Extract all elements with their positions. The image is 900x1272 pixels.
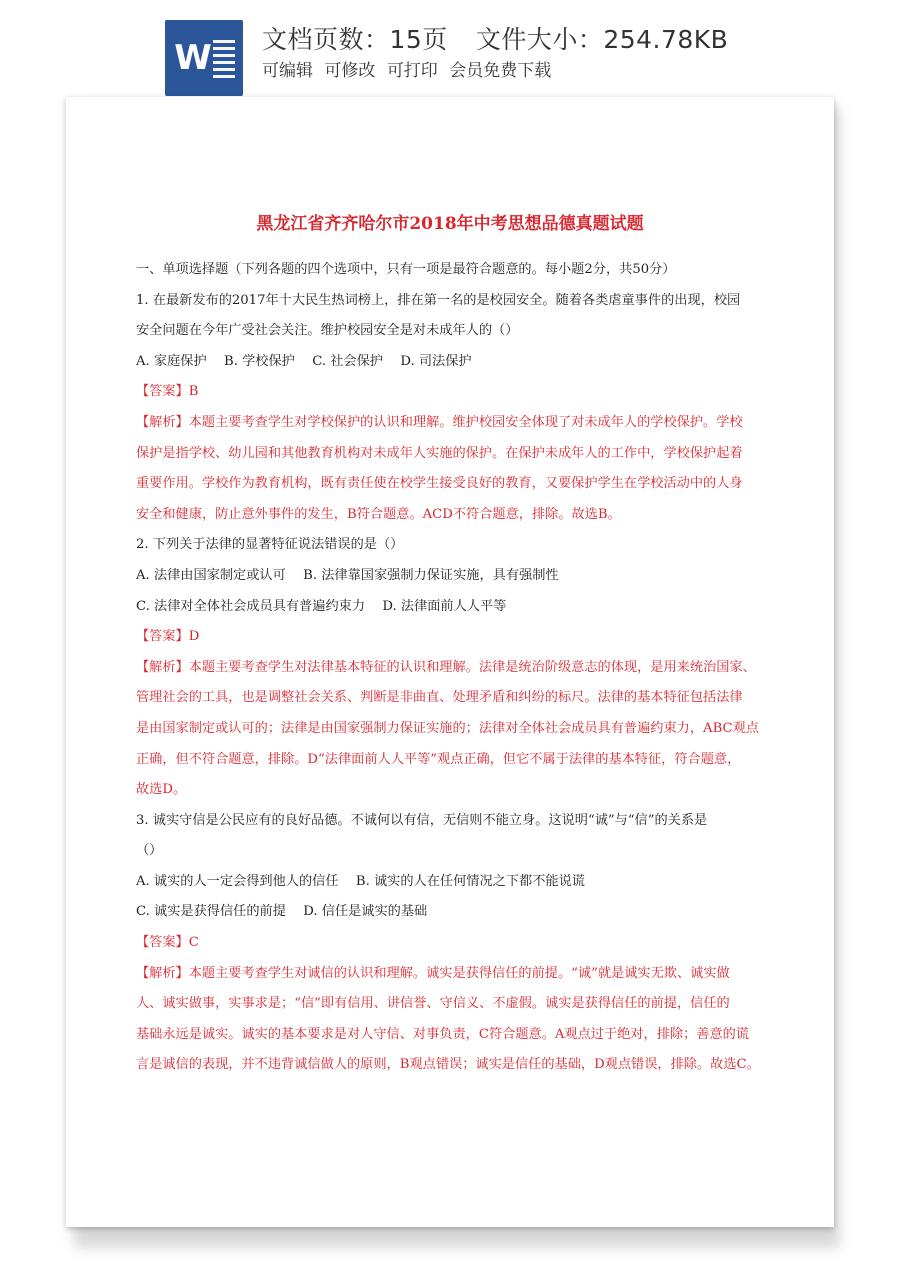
q2-options-line-2: C. 法律对全体社会成员具有普遍约束力 D. 法律面前人人平等 <box>136 598 507 614</box>
q2-analysis-line-5: 故选D。 <box>136 782 187 798</box>
q1-answer: 【答案】B <box>136 384 199 400</box>
q1-analysis-line-4: 安全和健康，防止意外事件的发生，B符合题意。ACD不符合题意，排除。故选B。 <box>136 506 621 522</box>
q1-stem-line-2: 安全问题在今年广受社会关注。维护校园安全是对未成年人的（） <box>136 323 519 339</box>
q3-analysis-line-3: 基础永远是诚实。诚实的基本要求是对人守信、对事负责，C符合题意。A观点过于绝对，排除；善意的谎 <box>136 1026 750 1042</box>
document-title: 黑龙江省齐齐哈尔市2018年中考思想品德真题试题 <box>256 214 644 234</box>
q1-stem-line-1: 1. 在最新发布的2017年十大民生热词榜上，排在第一名的是校园安全。随着各类虐童事件的出现，校园 <box>136 292 741 308</box>
q2-analysis-line-2: 管理社会的工具，也是调整社会关系、判断是非曲直、处理矛盾和纠纷的标尺。法律的基本特征包括法律 <box>136 690 743 706</box>
q2-analysis-line-3: 是由国家制定或认可的；法律是由国家强制力保证实施的；法律对全体社会成员具有普遍约束力，ABC观点 <box>136 720 759 736</box>
word-document-icon <box>165 20 243 96</box>
feature-list <box>262 56 557 81</box>
q3-options-line-2: C. 诚实是获得信任的前提 D. 信任是诚实的基础 <box>136 904 428 920</box>
document-page <box>66 97 834 1227</box>
section-heading: 一、单项选择题（下列各题的四个选项中，只有一项是最符合题意的。每小题2分，共50分） <box>136 262 676 277</box>
q3-analysis-line-2: 人、诚实做事，实事求是；“信”即有信用、讲信誉、守信义、不虚假。诚实是获得信任的前提，信任的 <box>136 996 730 1012</box>
q3-analysis-line-1: 【解析】本题主要考查学生对诚信的认识和理解。诚实是获得信任的前提。“诚”就是诚实无欺、诚实做 <box>136 965 730 981</box>
download-header <box>0 0 900 100</box>
q1-analysis-line-3: 重要作用。学校作为教育机构，既有责任使在校学生接受良好的教育，又要保护学生在学校活动中的人身 <box>136 476 743 492</box>
document-body <box>136 255 776 1081</box>
q3-stem-line-1: 3. 诚实守信是公民应有的良好品德。不诚何以有信，无信则不能立身。这说明“诚”与“信”的关系是 <box>136 812 708 828</box>
q1-analysis-line-1: 【解析】本题主要考查学生对学校保护的认识和理解。维护校园安全体现了对未成年人的学校保护。学校 <box>136 414 743 430</box>
feature-editable: 可编辑 <box>262 61 313 81</box>
q2-analysis-line-1: 【解析】本题主要考查学生对法律基本特征的认识和理解。法律是统治阶级意志的体现，是用来统治国家、 <box>136 659 756 675</box>
page-count: 文档页数：15页 <box>262 25 448 54</box>
word-icon-letter: W <box>174 38 212 78</box>
q2-analysis-line-4: 正确，但不符合题意，排除。D“法律面前人人平等”观点正确，但它不属于法律的基本特征，符合题意， <box>136 751 741 767</box>
q1-options: A. 家庭保护 B. 学校保护 C. 社会保护 D. 司法保护 <box>136 353 472 369</box>
file-info <box>262 20 728 56</box>
q2-options-line-1: A. 法律由国家制定或认可 B. 法律靠国家强制力保证实施，具有强制性 <box>136 567 559 583</box>
q3-answer: 【答案】C <box>136 935 199 951</box>
feature-member-download: 会员免费下载 <box>449 61 552 81</box>
feature-modifiable: 可修改 <box>324 61 376 81</box>
q2-stem: 2. 下列关于法律的显著特征说法错误的是（） <box>136 537 404 553</box>
q3-analysis-line-4: 言是诚信的表现，并不违背诚信做人的原则，B观点错误；诚实是信任的基础，D观点错误，排除。故选C。 <box>136 1057 760 1073</box>
q1-analysis-line-2: 保护是指学校、幼儿园和其他教育机构对未成年人实施的保护。在保护未成年人的工作中，学校保护起着 <box>136 445 743 461</box>
file-size: 文件大小：254.78KB <box>475 25 729 54</box>
word-icon-lines <box>213 40 235 80</box>
feature-printable: 可打印 <box>386 61 438 81</box>
q3-stem-line-2: （） <box>136 843 163 859</box>
q3-options-line-1: A. 诚实的人一定会得到他人的信任 B. 诚实的人在任何情况之下都不能说谎 <box>136 873 585 889</box>
q2-answer: 【答案】D <box>136 629 200 645</box>
